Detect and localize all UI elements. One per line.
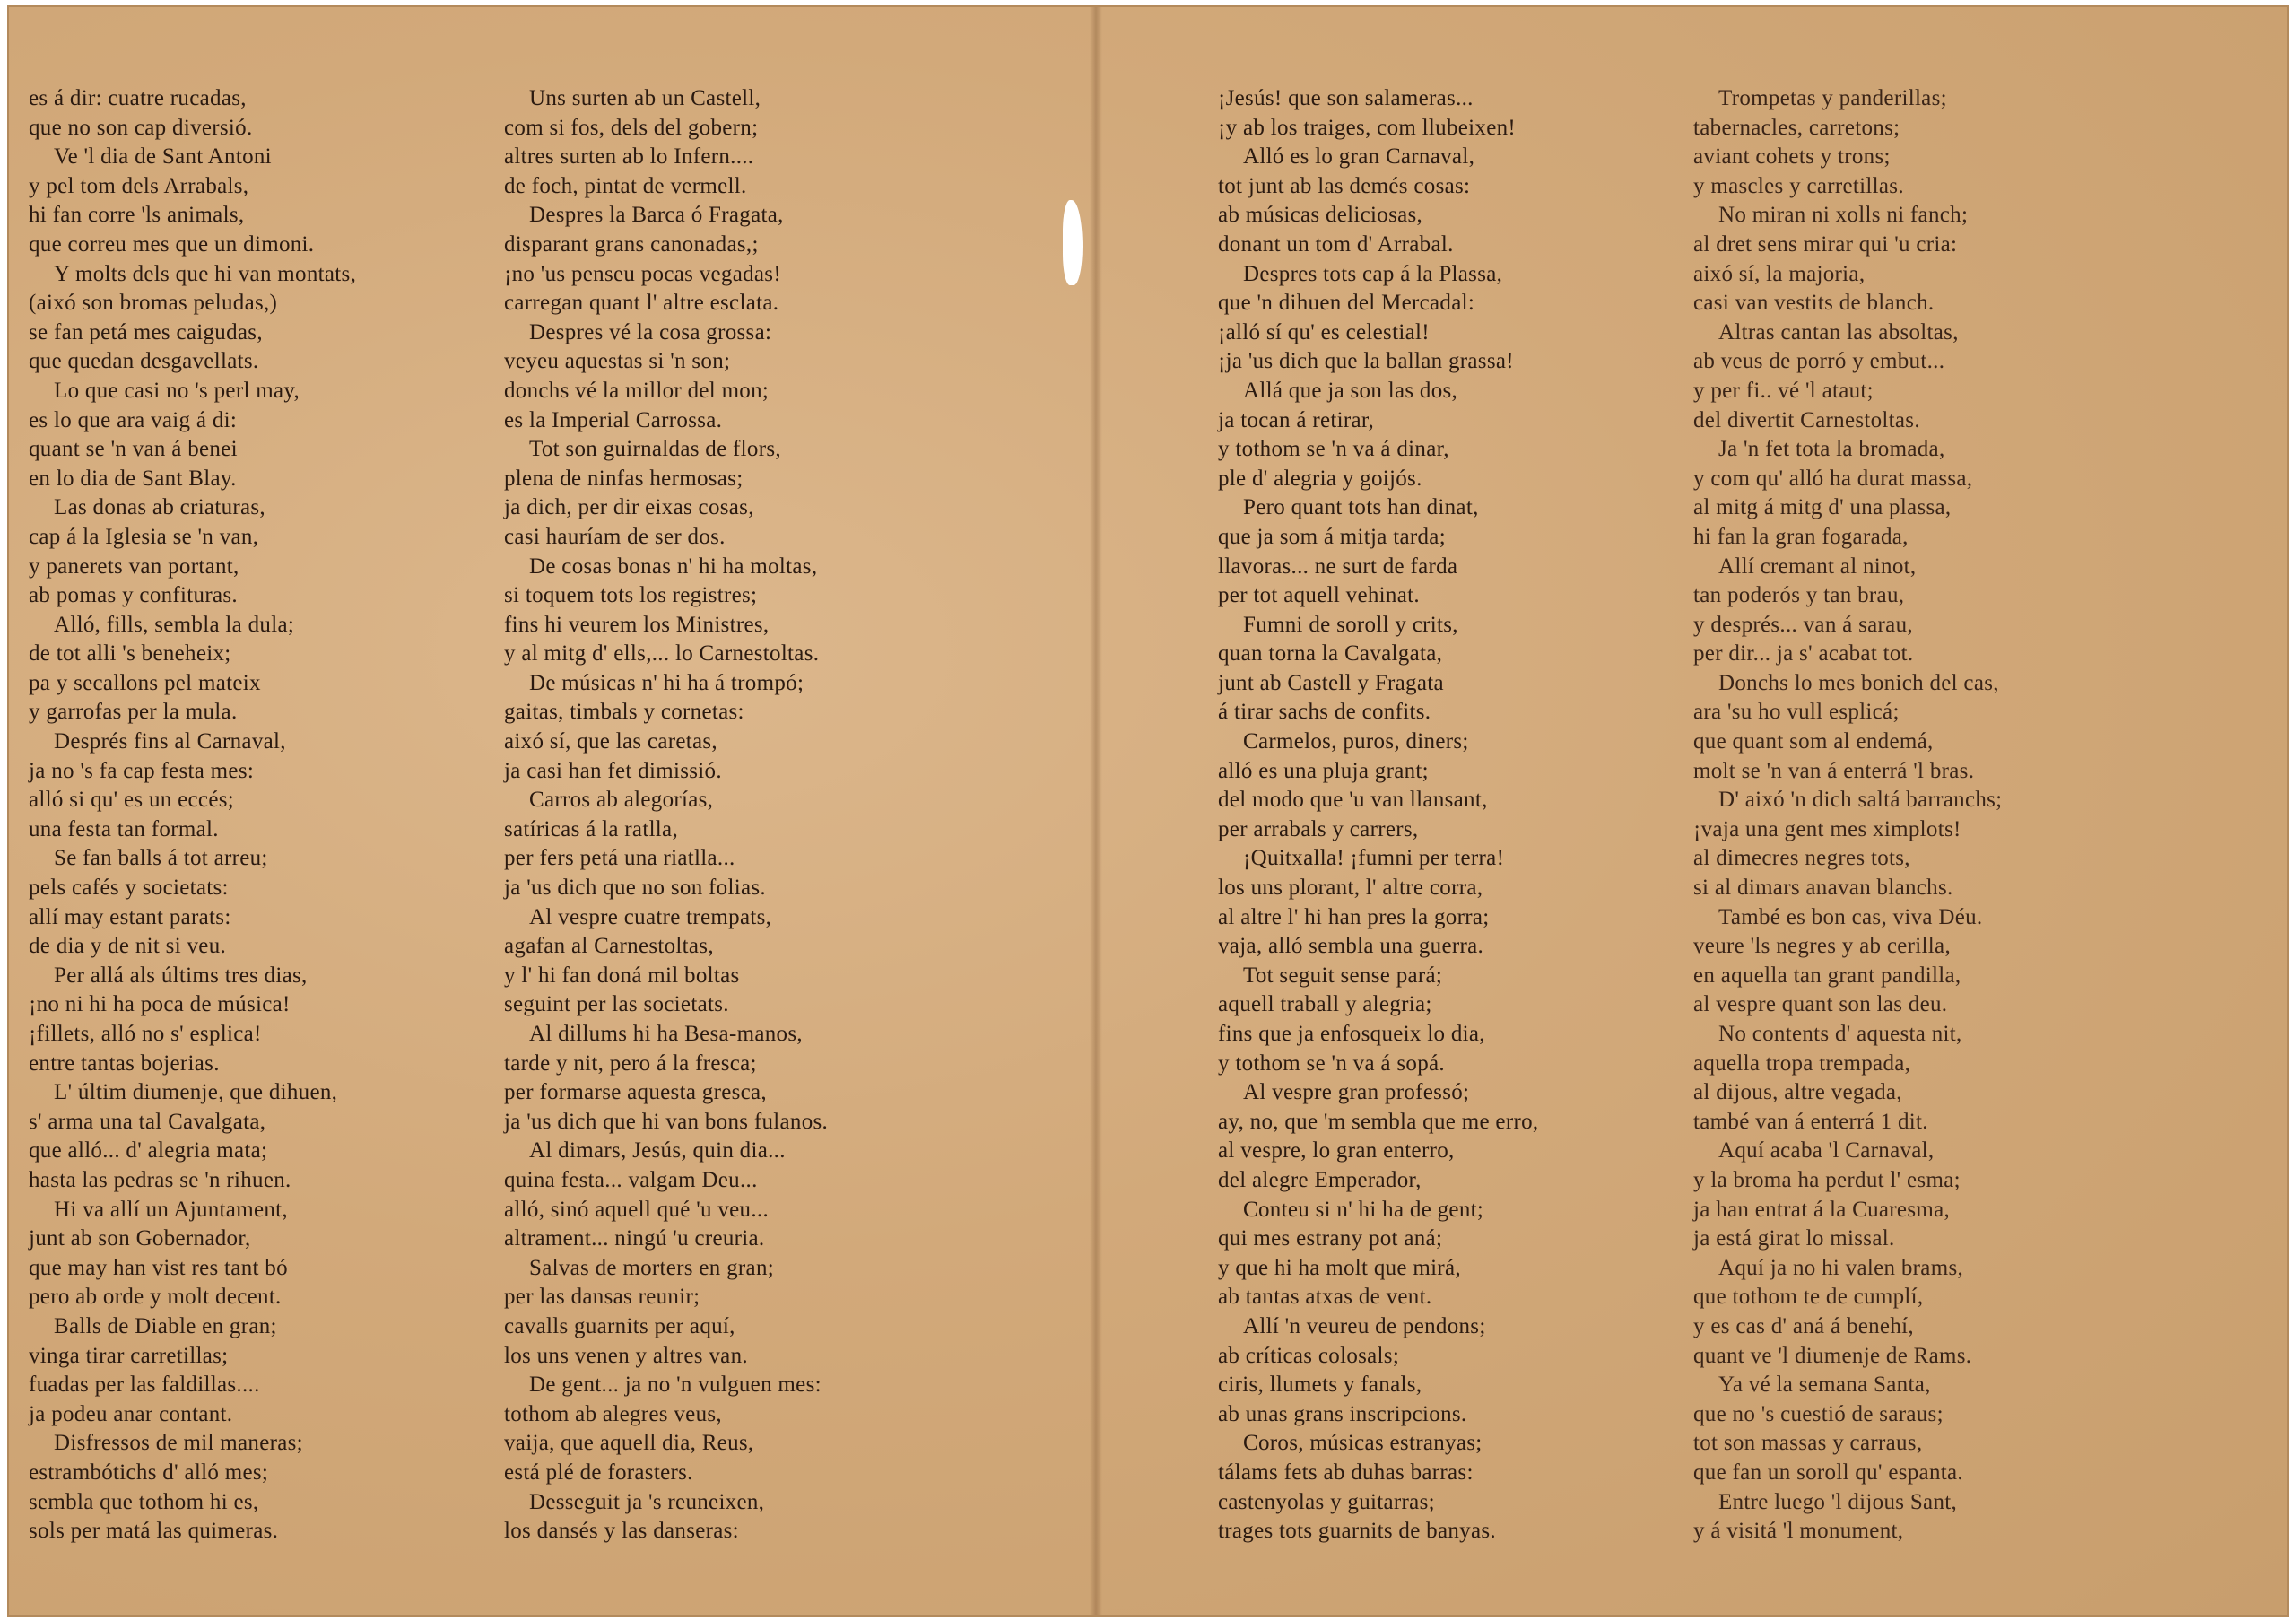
verse-line: Disfressos de mil maneras; — [54, 1431, 303, 1456]
verse-line: ja han entrat á la Cuaresma, — [1693, 1197, 1951, 1222]
verse-line: carregan quant l' altre esclata. — [504, 291, 779, 316]
verse-line: ab tantas atxas de vent. — [1218, 1285, 1432, 1310]
verse-line: Lo que casi no 's perl may, — [54, 378, 300, 403]
verse-line: Tot seguit sense pará; — [1243, 963, 1443, 988]
verse-line: Entre luego 'l dijous Sant, — [1718, 1489, 1958, 1514]
verse-line: á tirar sachs de confits. — [1218, 700, 1431, 725]
verse-line: al vespre, lo gran enterro, — [1218, 1138, 1455, 1163]
verse-line: Ya vé la semana Santa, — [1718, 1373, 1931, 1398]
verse-line: y garrofas per la mula. — [29, 700, 238, 725]
verse-line: es lo que ara vaig á di: — [29, 407, 238, 432]
verse-line: que tothom te de cumplí, — [1693, 1285, 1924, 1310]
verse-line: ciris, llumets y fanals, — [1218, 1373, 1422, 1398]
verse-line: molt se 'n van á enterrá 'l bras. — [1693, 758, 1975, 783]
verse-line: aixó sí, que las caretas, — [504, 729, 718, 754]
verse-line: en lo dia de Sant Blay. — [29, 466, 237, 491]
verse-line: per tot aquell vehinat. — [1218, 583, 1420, 608]
verse-line: sembla que tothom hi es, — [29, 1489, 259, 1514]
verse-line: Donchs lo mes bonich del cas, — [1718, 670, 1999, 695]
verse-line: Conteu si n' hi ha de gent; — [1243, 1197, 1484, 1222]
verse-line: castenyolas y guitarras; — [1218, 1489, 1435, 1514]
verse-line: per las dansas reunir; — [504, 1285, 700, 1310]
verse-line: y pel tom dels Arrabals, — [29, 173, 249, 198]
verse-line: Y molts dels que hi van montats, — [54, 261, 357, 286]
verse-line: del divertit Carnestoltas. — [1693, 407, 1920, 432]
verse-line: cavalls guarnits per aquí, — [504, 1313, 735, 1338]
verse-line: si al dimars anavan blanchs. — [1693, 876, 1953, 901]
verse-line: alló, sinó aquell qué 'u veu... — [504, 1197, 769, 1222]
verse-line: fins hi veurem los Ministres, — [504, 612, 770, 637]
verse-line: y tothom se 'n va á sopá. — [1218, 1050, 1445, 1076]
verse-line: que ja som á mitja tarda; — [1218, 524, 1446, 549]
verse-line: Desseguit ja 's reuneixen, — [529, 1489, 765, 1514]
verse-line: junt ab Castell y Fragata — [1218, 670, 1444, 695]
verse-line: ¡Quitxalla! ¡fumni per terra! — [1243, 846, 1505, 871]
verse-line: al vespre quant son las deu. — [1693, 992, 1948, 1017]
verse-line: ¡no 'us penseu pocas vegadas! — [504, 261, 781, 286]
verse-line: del modo que 'u van llansant, — [1218, 788, 1488, 813]
verse-line: al dret sens mirar qui 'u cria: — [1693, 231, 1958, 257]
verse-line: quant se 'n van á benei — [29, 437, 238, 462]
verse-line: Després fins al Carnaval, — [54, 729, 286, 754]
verse-line: y l' hi fan doná mil boltas — [504, 963, 740, 988]
verse-line: ja 'us dich que no son folias. — [504, 876, 766, 901]
verse-line: ja 'us dich que hi van bons fulanos. — [504, 1109, 829, 1134]
verse-line: seguint per las societats. — [504, 992, 729, 1017]
verse-line: ab críticas colosals; — [1218, 1343, 1400, 1368]
verse-line: es la Imperial Carrossa. — [504, 407, 723, 432]
verse-line: y al mitg d' ells,... lo Carnestoltas. — [504, 641, 820, 667]
verse-line: aixó sí, la majoria, — [1693, 261, 1866, 286]
verse-line: que no son cap diversió. — [29, 115, 253, 140]
verse-line: per fers petá una riatlla... — [504, 846, 735, 871]
verse-line: Pero quant tots han dinat, — [1243, 495, 1479, 520]
verse-line: tan poderós y tan brau, — [1693, 583, 1905, 608]
verse-line: de dia y de nit si veu. — [29, 934, 227, 959]
verse-line: Salvas de morters en gran; — [529, 1255, 774, 1280]
verse-line: los uns plorant, l' altre corra, — [1218, 876, 1483, 901]
verse-line: Despres la Barca ó Fragata, — [529, 203, 784, 228]
verse-line: ja casi han fet dimissió. — [504, 758, 722, 783]
verse-line: y per fi.. vé 'l ataut; — [1693, 378, 1874, 403]
verse-line: Balls de Diable en gran; — [54, 1313, 277, 1338]
verse-line: com si fos, dels del gobern; — [504, 115, 759, 140]
verse-line: Ve 'l dia de Sant Antoni — [54, 144, 272, 170]
verse-line: Allí 'n veureu de pendons; — [1243, 1313, 1486, 1338]
verse-line: está plé de forasters. — [504, 1460, 693, 1485]
verse-line: donant un tom d' Arrabal. — [1218, 231, 1454, 257]
verse-line: tot junt ab las demés cosas: — [1218, 173, 1471, 198]
right-page — [1094, 7, 2289, 1615]
verse-line: ab veus de porró y embut... — [1693, 349, 1945, 374]
verse-line: alló es una pluja grant; — [1218, 758, 1429, 783]
verse-line: que may han vist res tant bó — [29, 1255, 288, 1280]
verse-line: en aquella tan grant pandilla, — [1693, 963, 1961, 988]
verse-line: pa y secallons pel mateix — [29, 670, 261, 695]
verse-line: junt ab son Gobernador, — [29, 1226, 251, 1251]
verse-line: pels cafés y societats: — [29, 876, 229, 901]
verse-column-4 — [1693, 84, 2160, 1547]
verse-line: satíricas á la ratlla, — [504, 816, 679, 841]
verse-line: aquella tropa trempada, — [1693, 1050, 1911, 1076]
verse-line: alló si qu' es un eccés; — [29, 788, 235, 813]
verse-line: pero ab orde y molt decent. — [29, 1285, 282, 1310]
verse-line: de tot alli 's beneheix; — [29, 641, 231, 667]
verse-line: ay, no, que 'm sembla que me erro, — [1218, 1109, 1539, 1134]
verse-line: que quedan desgavellats. — [29, 349, 259, 374]
verse-line: ¡y ab los traiges, com llubeixen! — [1218, 115, 1517, 140]
verse-line: De cosas bonas n' hi ha moltas, — [529, 553, 818, 579]
verse-line: Despres vé la cosa grossa: — [529, 319, 772, 344]
verse-line: aviant cohets y trons; — [1693, 144, 1891, 170]
verse-line: del alegre Emperador, — [1218, 1167, 1422, 1192]
verse-line: ja podeu anar contant. — [29, 1401, 233, 1426]
verse-column-1 — [29, 84, 495, 1547]
verse-line: estrambótichs d' alló mes; — [29, 1460, 269, 1485]
verse-line: disparant grans canonadas,; — [504, 231, 759, 257]
verse-line: Allí cremant al ninot, — [1718, 553, 1917, 579]
verse-line: Al dimars, Jesús, quin dia... — [529, 1138, 786, 1163]
verse-line: y tothom se 'n va á dinar, — [1218, 437, 1449, 462]
verse-line: ara 'su ho vull esplicá; — [1693, 700, 1900, 725]
verse-line: Carros ab alegorías, — [529, 788, 714, 813]
verse-line: ¡alló sí qu' es celestial! — [1218, 319, 1430, 344]
verse-line: al mitg á mitg d' una plassa, — [1693, 495, 1952, 520]
verse-line: fins que ja enfosqueix lo dia, — [1218, 1022, 1485, 1046]
verse-line: ja no 's fa cap festa mes: — [29, 758, 255, 783]
verse-line: y la broma ha perdut l' esma; — [1693, 1167, 1961, 1192]
verse-line: veyeu aquestas si 'n son; — [504, 349, 731, 374]
verse-line: quina festa... valgam Deu... — [504, 1167, 758, 1192]
verse-line: tot son massas y carraus, — [1693, 1431, 1923, 1456]
verse-line: y es cas d' aná á benehí, — [1693, 1313, 1914, 1338]
verse-line: plena de ninfas hermosas; — [504, 466, 744, 491]
verse-line: vaja, alló sembla una guerra. — [1218, 934, 1484, 959]
verse-line: hi fan la gran fogarada, — [1693, 524, 1909, 549]
verse-line: De gent... ja no 'n vulguen mes: — [529, 1373, 822, 1398]
verse-line: al altre l' hi han pres la gorra; — [1218, 904, 1490, 929]
verse-line: que no 's cuestió de saraus; — [1693, 1401, 1944, 1426]
verse-line: No contents d' aquesta nit, — [1718, 1022, 1962, 1046]
verse-line: sols per matá las quimeras. — [29, 1519, 279, 1544]
verse-line: veure 'ls negres y ab cerilla, — [1693, 934, 1951, 959]
verse-line: ¡fillets, alló no s' esplica! — [29, 1022, 262, 1046]
verse-line: Carmelos, puros, diners; — [1243, 729, 1469, 754]
verse-line: ple d' alegria y goijós. — [1218, 466, 1422, 491]
verse-line: Hi va allí un Ajuntament, — [54, 1197, 288, 1222]
verse-line: ¡Jesús! que son salameras... — [1218, 86, 1474, 110]
verse-line: llavoras... ne surt de farda — [1218, 553, 1458, 579]
verse-line: casi van vestits de blanch. — [1693, 291, 1935, 316]
verse-line: quan torna la Cavalgata, — [1218, 641, 1443, 667]
verse-line: que quant som al endemá, — [1693, 729, 1934, 754]
verse-line: ¡vaja una gent mes ximplots! — [1693, 816, 1961, 841]
verse-line: y com qu' alló ha durat massa, — [1693, 466, 1973, 491]
verse-line: per formarse aquesta gresca, — [504, 1080, 767, 1105]
open-pamphlet-spread — [7, 5, 2289, 1617]
verse-line: donchs vé la millor del mon; — [504, 378, 770, 403]
verse-line: També es bon cas, viva Déu. — [1718, 904, 1983, 929]
verse-line: qui mes estrany pot aná; — [1218, 1226, 1443, 1251]
verse-line: trages tots guarnits de banyas. — [1218, 1519, 1496, 1544]
verse-line: una festa tan formal. — [29, 816, 219, 841]
verse-line: que fan un soroll qu' espanta. — [1693, 1460, 1963, 1485]
verse-line: De músicas n' hi ha á trompó; — [529, 670, 804, 695]
verse-line: Despres tots cap á la Plassa, — [1243, 261, 1503, 286]
verse-line: (aixó son bromas peludas,) — [29, 291, 278, 316]
verse-line: vinga tirar carretillas; — [29, 1343, 229, 1368]
verse-line: Fumni de soroll y crits, — [1243, 612, 1458, 637]
verse-line: casi hauríam de ser dos. — [504, 524, 726, 549]
verse-line: tabernacles, carretons; — [1693, 115, 1900, 140]
verse-line: Aquí acaba 'l Carnaval, — [1718, 1138, 1935, 1163]
verse-line: los dansés y las danseras: — [504, 1519, 739, 1544]
verse-line: Aquí ja no hi valen brams, — [1718, 1255, 1964, 1280]
verse-line: Trompetas y panderillas; — [1718, 86, 1947, 110]
verse-line: quant ve 'l diumenje de Rams. — [1693, 1343, 1972, 1368]
verse-line: al dimecres negres tots, — [1693, 846, 1910, 871]
verse-line: los uns venen y altres van. — [504, 1343, 748, 1368]
verse-line: se fan petá mes caigudas, — [29, 319, 263, 344]
left-page — [9, 7, 1094, 1615]
verse-line: Allá que ja son las dos, — [1243, 378, 1458, 403]
verse-line: Coros, músicas estranyas; — [1243, 1431, 1483, 1456]
verse-line: es á dir: cuatre rucadas, — [29, 86, 247, 110]
verse-line: al dijous, altre vegada, — [1693, 1080, 1902, 1105]
verse-line: si toquem tots los registres; — [504, 583, 758, 608]
verse-line: cap á la Iglesia se 'n van, — [29, 524, 259, 549]
verse-line: de foch, pintat de vermell. — [504, 173, 747, 198]
verse-line: altres surten ab lo Infern.... — [504, 144, 754, 170]
verse-line: allí may estant parats: — [29, 904, 231, 929]
verse-line: per dir... ja s' acabat tot. — [1693, 641, 1914, 667]
verse-line: agafan al Carnestoltas, — [504, 934, 714, 959]
verse-line: ab pomas y confituras. — [29, 583, 238, 608]
verse-line: hasta las pedras se 'n rihuen. — [29, 1167, 291, 1192]
verse-line: ja tocan á retirar, — [1218, 407, 1375, 432]
verse-line: ja dich, per dir eixas cosas, — [504, 495, 754, 520]
verse-line: Ja 'n fet tota la bromada, — [1718, 437, 1945, 462]
verse-line: ¡ja 'us dich que la ballan grassa! — [1218, 349, 1514, 374]
verse-line: Uns surten ab un Castell, — [529, 86, 761, 110]
verse-line: Altras cantan las absoltas, — [1718, 319, 1959, 344]
verse-line: Al vespre cuatre trempats, — [529, 904, 772, 929]
verse-line: s' arma una tal Cavalgata, — [29, 1109, 266, 1134]
verse-line: també van á enterrá 1 dit. — [1693, 1109, 1928, 1134]
verse-line: Al vespre gran professó; — [1243, 1080, 1470, 1105]
verse-line: Tot son guirnaldas de flors, — [529, 437, 781, 462]
verse-line: entre tantas bojerias. — [29, 1050, 220, 1076]
verse-line: Se fan balls á tot arreu; — [54, 846, 268, 871]
verse-line: Las donas ab criaturas, — [54, 495, 265, 520]
verse-line: y á visitá 'l monument, — [1693, 1519, 1904, 1544]
verse-line: Alló, fills, sembla la dula; — [54, 612, 295, 637]
verse-line: aquell traball y alegria; — [1218, 992, 1432, 1017]
verse-line: No miran ni xolls ni fanch; — [1718, 203, 1969, 228]
verse-line: vaija, que aquell dia, Reus, — [504, 1431, 754, 1456]
verse-line: y després... van á sarau, — [1693, 612, 1913, 637]
verse-line: fuadas per las faldillas.... — [29, 1373, 260, 1398]
verse-line: y panerets van portant, — [29, 553, 239, 579]
verse-line: D' aixó 'n dich saltá barranchs; — [1718, 788, 2003, 813]
verse-line: y que hi ha molt que mirá, — [1218, 1255, 1461, 1280]
verse-line: Per allá als últims tres dias, — [54, 963, 308, 988]
verse-line: tálams fets ab duhas barras: — [1218, 1460, 1474, 1485]
verse-line: ¡no ni hi ha poca de música! — [29, 992, 291, 1017]
verse-line: tarde y nit, pero á la fresca; — [504, 1050, 757, 1076]
verse-line: que 'n dihuen del Mercadal: — [1218, 291, 1475, 316]
verse-line: ab músicas deliciosas, — [1218, 203, 1423, 228]
verse-column-3 — [1218, 84, 1684, 1547]
verse-line: altrament... ningú 'u creuria. — [504, 1226, 765, 1251]
verse-line: que correu mes que un dimoni. — [29, 231, 315, 257]
verse-line: ja está girat lo missal. — [1693, 1226, 1895, 1251]
verse-line: ab unas grans inscripcions. — [1218, 1401, 1467, 1426]
verse-line: tothom ab alegres veus, — [504, 1401, 722, 1426]
verse-line: Al dillums hi ha Besa-manos, — [529, 1022, 803, 1046]
verse-column-2 — [504, 84, 970, 1547]
verse-line: gaitas, timbals y cornetas: — [504, 700, 744, 725]
verse-line: Alló es lo gran Carnaval, — [1243, 144, 1475, 170]
verse-line: que alló... d' alegria mata; — [29, 1138, 268, 1163]
verse-line: per arrabals y carrers, — [1218, 816, 1419, 841]
verse-line: y mascles y carretillas. — [1693, 173, 1904, 198]
verse-line: L' últim diumenje, que dihuen, — [54, 1080, 338, 1105]
verse-line: hi fan corre 'ls animals, — [29, 203, 245, 228]
